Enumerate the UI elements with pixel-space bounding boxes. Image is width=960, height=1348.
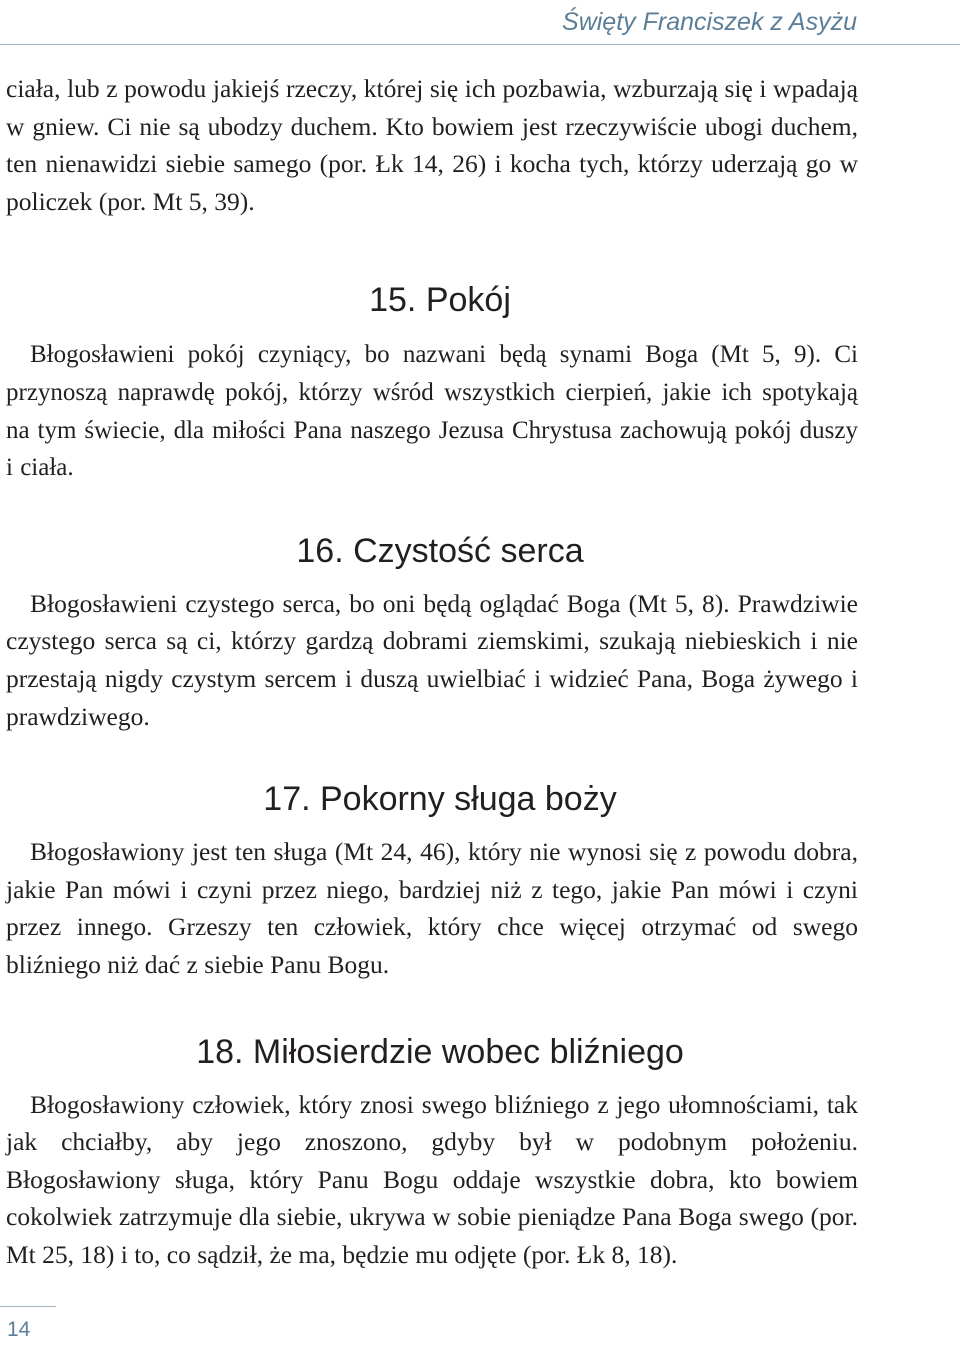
footer-divider	[0, 1306, 56, 1307]
page-number: 14	[7, 1318, 31, 1341]
section-paragraph-15: Błogosławieni pokój czyniący, bo nazwani będą synami Boga (Mt 5, 9). Ci przynoszą naprawdę pokój, którzy wśród wszystkich cierpień, jakie ich spotykają na tym świecie, dla miłości Pana naszego Jezusa Chrystusa zachowują pokój duszy i ciała.	[6, 341, 858, 482]
header-divider	[0, 44, 960, 45]
section-paragraph-18: Błogosławiony człowiek, który znosi swego bliźniego z jego ułomnościami, tak jak chciałby, aby jego znoszono, gdyby był w podobnym położeniu. Błogosławiony sługa, który Panu Bogu oddaje wszystkie dobra, kto bowiem cokolwiek zatrzymuje dla siebie, ukrywa w sobie pieniądze Pana Boga swego (por. Mt 25, 18) i to, co sądził, że ma, będzie mu odjęte (por. Łk 8, 18).	[6, 1089, 858, 1269]
running-header-title: Święty Franciszek z Asyżu	[562, 8, 857, 36]
section-heading-17: 17. Pokorny sługa boży	[263, 780, 617, 819]
section-paragraph-16: Błogosławieni czystego serca, bo oni będą oglądać Boga (Mt 5, 8). Prawdziwie czystego serca są ci, którzy gardzą dobrami ziemskimi, szukają niebieskich i nie przestają nigdy czystym sercem i duszą uwielbiać i widzieć Pana, Boga żywego i prawdziwego.	[6, 588, 858, 731]
section-heading-18: 18. Miłosierdzie wobec bliźniego	[196, 1032, 684, 1071]
section-heading-15: 15. Pokój	[369, 281, 511, 320]
section-heading-16: 16. Czystość serca	[296, 531, 584, 570]
page-body	[6, 70, 858, 1273]
section-paragraph-17: Błogosławiony jest ten sługa (Mt 24, 46), który nie wynosi się z powodu dobra, jakie Pan mówi i czyni przez niego, bardziej niż z tego, jakie Pan mówi i czyni przez innego. Grzeszy ten człowiek, który chce więcej otrzymać od swego bliźniego niż dać z siebie Panu Bogu.	[6, 837, 858, 979]
opening-paragraph: ciała, lub z powodu jakiejś rzeczy, której się ich pozbawia, wzburzają się i wpadają w gniew. Ci nie są ubodzy duchem. Kto bowiem jest rzeczywiście ubogi duchem, ten nienawidzi siebie samego (por. Łk 14, 26) i kocha tych, którzy uderzają go w policzek (por. Mt 5, 39).	[6, 74, 858, 216]
